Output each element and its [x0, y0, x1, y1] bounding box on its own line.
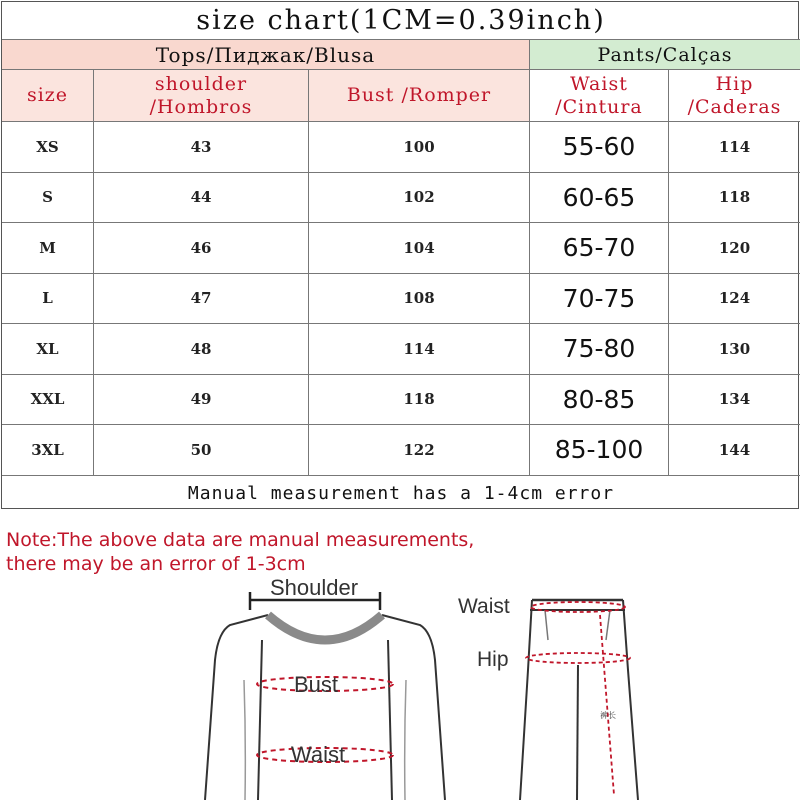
sweater-waist-label: Waist — [290, 742, 346, 767]
measurement-diagram — [0, 570, 800, 800]
table-footer-note: Manual measurement has a 1-4cm error — [187, 482, 615, 504]
waist-column-header — [530, 70, 669, 122]
size-cell: XL — [2, 324, 94, 374]
table-row — [2, 274, 800, 325]
waist-cell: 70-75 — [530, 274, 669, 324]
hip-header-line2: /Caderas — [687, 95, 782, 118]
pants-length-measure-line — [600, 615, 614, 795]
bust-cell: 100 — [309, 122, 530, 172]
size-column-header — [2, 70, 94, 122]
bust-label: Bust — [293, 672, 339, 697]
waist-header-line2: /Cintura — [555, 95, 643, 118]
shoulder-cell: 49 — [94, 375, 309, 425]
bust-cell: 114 — [309, 324, 530, 374]
size-chart-table — [1, 1, 799, 509]
table-row — [2, 223, 800, 274]
hip-cell: 134 — [718, 390, 751, 409]
note-line-2: there may be an error of 1-3cm — [6, 553, 306, 575]
hip-cell: 144 — [718, 440, 751, 459]
waist-cell: 75-80 — [530, 324, 669, 374]
shoulder-cell: 48 — [94, 324, 309, 374]
shoulder-cell: 43 — [94, 122, 309, 172]
size-cell: XS — [2, 122, 94, 172]
shoulder-cell: 46 — [94, 223, 309, 273]
waist-header-line1: Waist — [570, 72, 628, 95]
shoulder-cell: 50 — [94, 425, 309, 475]
hip-cell: 118 — [718, 188, 751, 207]
shoulder-cell: 47 — [94, 274, 309, 324]
hip-column-header — [669, 70, 800, 122]
hip-cell: 130 — [718, 339, 751, 358]
bust-header-label: Bust /Romper — [346, 84, 492, 106]
table-row — [2, 122, 800, 173]
hip-cell: 114 — [718, 137, 751, 156]
waist-cell: 55-60 — [530, 122, 669, 172]
table-row — [2, 425, 800, 476]
shoulder-header-line2: /Hombros — [149, 95, 253, 118]
shoulder-header-line1: shoulder — [154, 72, 248, 95]
shoulder-label: Shoulder — [269, 575, 359, 600]
table-row — [2, 324, 800, 375]
chart-title: size chart(1CM=0.39inch) — [2, 2, 800, 40]
shoulder-cell: 44 — [94, 173, 309, 223]
size-cell: XXL — [2, 375, 94, 425]
size-header-label: size — [26, 84, 69, 106]
pants-hip-measure-line — [526, 653, 630, 663]
bust-cell: 102 — [309, 173, 530, 223]
bust-cell: 104 — [309, 223, 530, 273]
bust-column-header — [309, 70, 530, 122]
bust-cell: 108 — [309, 274, 530, 324]
note-line-1: Note:The above data are manual measurements, — [6, 529, 475, 551]
pants-length-label: 裤长 — [600, 711, 616, 720]
table-row — [2, 173, 800, 224]
measurement-note — [6, 528, 474, 576]
size-cell: S — [2, 173, 94, 223]
bust-cell: 122 — [309, 425, 530, 475]
size-cell: L — [2, 274, 94, 324]
pants-hip-label: Hip — [477, 648, 509, 671]
table-row — [2, 375, 800, 426]
waist-cell: 65-70 — [530, 223, 669, 273]
shoulder-column-header — [94, 70, 309, 122]
hip-cell: 120 — [718, 238, 751, 257]
size-cell: 3XL — [2, 425, 94, 475]
pants-group-header: Pants/Calças — [530, 40, 800, 70]
waist-cell: 60-65 — [530, 173, 669, 223]
bust-cell: 118 — [309, 375, 530, 425]
waist-cell: 80-85 — [530, 375, 669, 425]
tops-group-header: Tops/Пиджак/Blusa — [2, 40, 530, 70]
size-cell: M — [2, 223, 94, 273]
sweater-illustration — [205, 615, 445, 800]
pants-illustration — [520, 600, 638, 800]
pants-waist-label: Waist — [458, 595, 510, 618]
hip-header-line1: Hip — [715, 72, 754, 95]
waist-cell: 85-100 — [530, 425, 669, 475]
hip-cell: 124 — [718, 289, 751, 308]
